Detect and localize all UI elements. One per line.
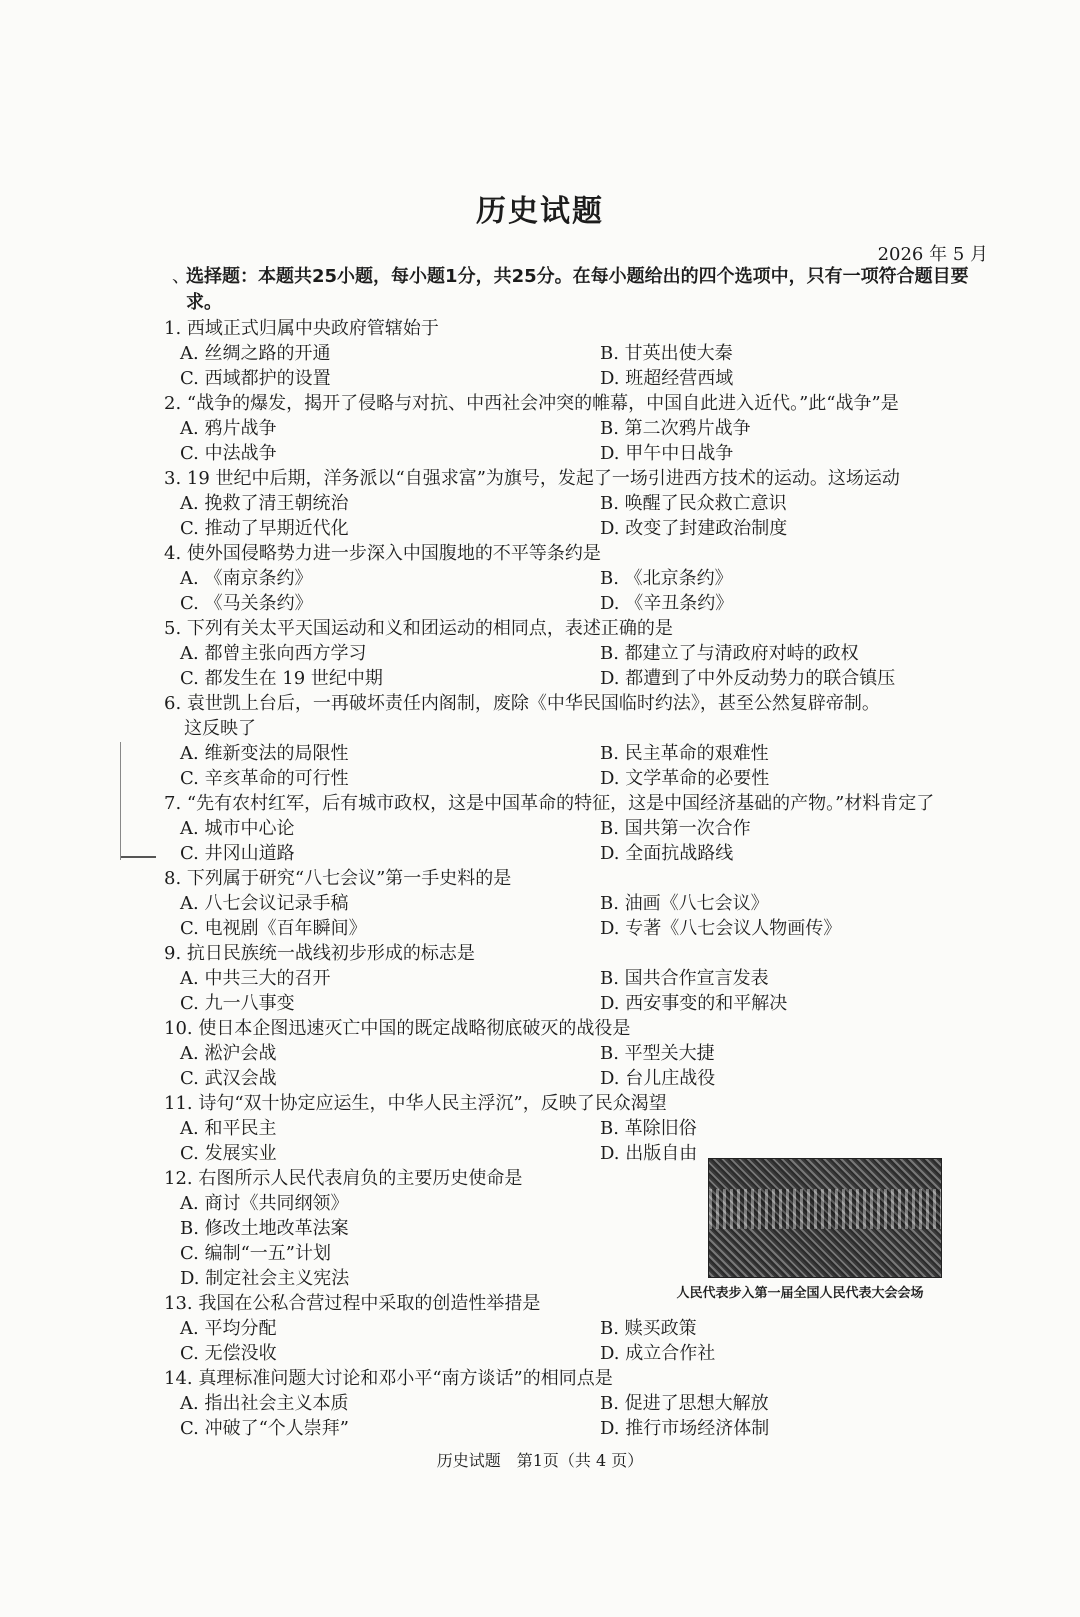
option-c: C. 武汉会战 bbox=[180, 1068, 277, 1089]
option-group bbox=[164, 1041, 994, 1091]
option-d: D. 班超经营西域 bbox=[600, 368, 734, 389]
option-group bbox=[164, 816, 994, 866]
option-b: B. 甘英出使大秦 bbox=[600, 343, 733, 364]
question-stem-text: 9. 抗日民族统一战线初步形成的标志是 bbox=[164, 943, 475, 964]
option-group bbox=[164, 891, 994, 941]
option-c: C. 西域都护的设置 bbox=[180, 368, 331, 389]
option-a: A. 《南京条约》 bbox=[180, 568, 313, 589]
exam-date: 2026 年 5 月 bbox=[877, 244, 988, 265]
option-b: B. 第二次鸦片战争 bbox=[600, 418, 751, 439]
option-b: B. 革除旧俗 bbox=[600, 1118, 697, 1139]
question-stem bbox=[164, 691, 994, 741]
option-c: C. 辛亥革命的可行性 bbox=[180, 768, 349, 789]
option-a: A. 指出社会主义本质 bbox=[180, 1393, 349, 1414]
option-d: D. 改变了封建政治制度 bbox=[600, 518, 788, 539]
option-a: A. 商讨《共同纲领》 bbox=[180, 1193, 349, 1214]
question-stem-text: 2. “战争的爆发，揭开了侵略与对抗、中西社会冲突的帷幕，中国自此进入近代。”此“战争”是 bbox=[164, 393, 899, 414]
question-stem-text: 14. 真理标准问题大讨论和邓小平“南方谈话”的相同点是 bbox=[164, 1368, 613, 1389]
option-c: C. 编制“一五”计划 bbox=[180, 1243, 331, 1264]
option-b: B. 国共第一次合作 bbox=[600, 818, 751, 839]
question-stem-text: 1. 西域正式归属中央政府管辖始于 bbox=[164, 318, 439, 339]
question-5 bbox=[164, 616, 994, 691]
option-b: B. 唤醒了民众救亡意识 bbox=[600, 493, 787, 514]
option-b: B. 油画《八七会议》 bbox=[600, 893, 769, 914]
option-a: A. 鸦片战争 bbox=[180, 418, 277, 439]
option-d: D. 全面抗战路线 bbox=[600, 843, 734, 864]
option-b: B. 促进了思想大解放 bbox=[600, 1393, 769, 1414]
question-stem-text: 5. 下列有关太平天国运动和义和团运动的相同点，表述正确的是 bbox=[164, 618, 673, 639]
option-a: A. 平均分配 bbox=[180, 1318, 277, 1339]
section-text: 选择题：本题共25小题，每小题1分，共25分。在每小题给出的四个选项中，只有一项符合题目要求。 bbox=[186, 266, 969, 313]
figure-caption: 人民代表步入第一届全国人民代表大会会场 bbox=[676, 1286, 924, 1301]
option-d: D. 制定社会主义宪法 bbox=[180, 1268, 350, 1289]
question-stem bbox=[164, 1366, 994, 1391]
option-c: C. 九一八事变 bbox=[180, 993, 295, 1014]
question-stem bbox=[164, 941, 994, 966]
option-group bbox=[164, 1316, 994, 1366]
question-10 bbox=[164, 1016, 994, 1091]
question-stem-continuation: 这反映了 bbox=[184, 718, 256, 739]
option-d: D. 文学革命的必要性 bbox=[600, 768, 770, 789]
option-a: A. 城市中心论 bbox=[180, 818, 295, 839]
question-stem bbox=[164, 541, 994, 566]
option-b: B. 平型关大捷 bbox=[600, 1043, 715, 1064]
question-4 bbox=[164, 541, 994, 616]
option-d: D. 台儿庄战役 bbox=[600, 1068, 716, 1089]
question-8 bbox=[164, 866, 994, 941]
option-group bbox=[164, 491, 994, 541]
question-13 bbox=[164, 1291, 994, 1366]
option-b: B. 民主革命的艰难性 bbox=[600, 743, 769, 764]
option-c: C. 推动了早期近代化 bbox=[180, 518, 349, 539]
section-instructions bbox=[172, 264, 986, 316]
option-a: A. 维新变法的局限性 bbox=[180, 743, 349, 764]
option-a: A. 八七会议记录手稿 bbox=[180, 893, 349, 914]
question-3 bbox=[164, 466, 994, 541]
option-c: C. 冲破了“个人崇拜” bbox=[180, 1418, 349, 1439]
option-d: D. 甲午中日战争 bbox=[600, 443, 734, 464]
option-group bbox=[164, 741, 994, 791]
question-stem-text: 12. 右图所示人民代表肩负的主要历史使命是 bbox=[164, 1168, 523, 1189]
page-footer: 历史试题 第1页（共 4 页） bbox=[436, 1451, 644, 1470]
question-stem bbox=[164, 866, 994, 891]
option-a: A. 丝绸之路的开通 bbox=[180, 343, 331, 364]
question-stem-text: 8. 下列属于研究“八七会议”第一手史料的是 bbox=[164, 868, 512, 889]
question-stem-text: 11. 诗句“双十协定应运生，中华人民主浮沉”，反映了民众渴望 bbox=[164, 1093, 667, 1114]
option-b: B. 赎买政策 bbox=[600, 1318, 697, 1339]
option-group bbox=[164, 966, 994, 1016]
option-d: D. 出版自由 bbox=[600, 1143, 698, 1164]
section-mark: 、 bbox=[172, 266, 190, 287]
option-b: B. 都建立了与清政府对峙的政权 bbox=[600, 643, 859, 664]
option-d: D. 《辛丑条约》 bbox=[600, 593, 734, 614]
option-c: C. 发展实业 bbox=[180, 1143, 277, 1164]
question-stem bbox=[164, 316, 994, 341]
delegates-photo bbox=[708, 1158, 942, 1278]
option-a: A. 挽救了清王朝统治 bbox=[180, 493, 349, 514]
question-stem bbox=[164, 1091, 994, 1116]
option-group bbox=[164, 566, 994, 616]
option-b: B. 《北京条约》 bbox=[600, 568, 733, 589]
question-stem-text: 3. 19 世纪中后期，洋务派以“自强求富”为旗号，发起了一场引进西方技术的运动。这场运动 bbox=[164, 468, 900, 489]
option-group bbox=[164, 641, 994, 691]
option-b: B. 修改土地改革法案 bbox=[180, 1218, 349, 1239]
question-11 bbox=[164, 1091, 994, 1166]
option-b: B. 国共合作宣言发表 bbox=[600, 968, 769, 989]
exam-title: 历史试题 bbox=[476, 194, 604, 229]
question-stem bbox=[164, 616, 994, 641]
question-9 bbox=[164, 941, 994, 1016]
option-group bbox=[164, 416, 994, 466]
question-2 bbox=[164, 391, 994, 466]
option-group bbox=[164, 1391, 994, 1441]
question-7 bbox=[164, 791, 994, 866]
option-c: C. 中法战争 bbox=[180, 443, 277, 464]
question-stem-text: 6. 袁世凯上台后，一再破坏责任内阁制，废除《中华民国临时约法》，甚至公然复辟帝制。 bbox=[164, 693, 880, 714]
question-stem-text: 4. 使外国侵略势力进一步深入中国腹地的不平等条约是 bbox=[164, 543, 601, 564]
option-a: A. 中共三大的召开 bbox=[180, 968, 331, 989]
option-c: C. 《马关条约》 bbox=[180, 593, 313, 614]
question-stem bbox=[164, 791, 994, 816]
option-c: C. 无偿没收 bbox=[180, 1343, 277, 1364]
option-d: D. 成立合作社 bbox=[600, 1343, 716, 1364]
question-stem bbox=[164, 391, 994, 416]
question-14 bbox=[164, 1366, 994, 1441]
question-stem bbox=[164, 466, 994, 491]
question-stem-text: 13. 我国在公私合营过程中采取的创造性举措是 bbox=[164, 1293, 541, 1314]
option-c: C. 都发生在 19 世纪中期 bbox=[180, 668, 383, 689]
option-c: C. 电视剧《百年瞬间》 bbox=[180, 918, 367, 939]
question-6 bbox=[164, 691, 994, 791]
scan-mark bbox=[120, 856, 156, 858]
option-d: D. 推行市场经济体制 bbox=[600, 1418, 770, 1439]
option-a: A. 都曾主张向西方学习 bbox=[180, 643, 367, 664]
question-stem-text: 10. 使日本企图迅速灭亡中国的既定战略彻底破灭的战役是 bbox=[164, 1018, 631, 1039]
question-stem bbox=[164, 1016, 994, 1041]
question-1 bbox=[164, 316, 994, 391]
option-d: D. 都遭到了中外反动势力的联合镇压 bbox=[600, 668, 896, 689]
scan-mark bbox=[120, 742, 121, 860]
question-stem-text: 7. “先有农村红军，后有城市政权，这是中国革命的特征，这是中国经济基础的产物。”材料肯定了 bbox=[164, 793, 935, 814]
option-a: A. 淞沪会战 bbox=[180, 1043, 277, 1064]
option-d: D. 专著《八七会议人物画传》 bbox=[600, 918, 842, 939]
option-a: A. 和平民主 bbox=[180, 1118, 277, 1139]
option-c: C. 井冈山道路 bbox=[180, 843, 295, 864]
option-group bbox=[164, 341, 994, 391]
option-d: D. 西安事变的和平解决 bbox=[600, 993, 788, 1014]
